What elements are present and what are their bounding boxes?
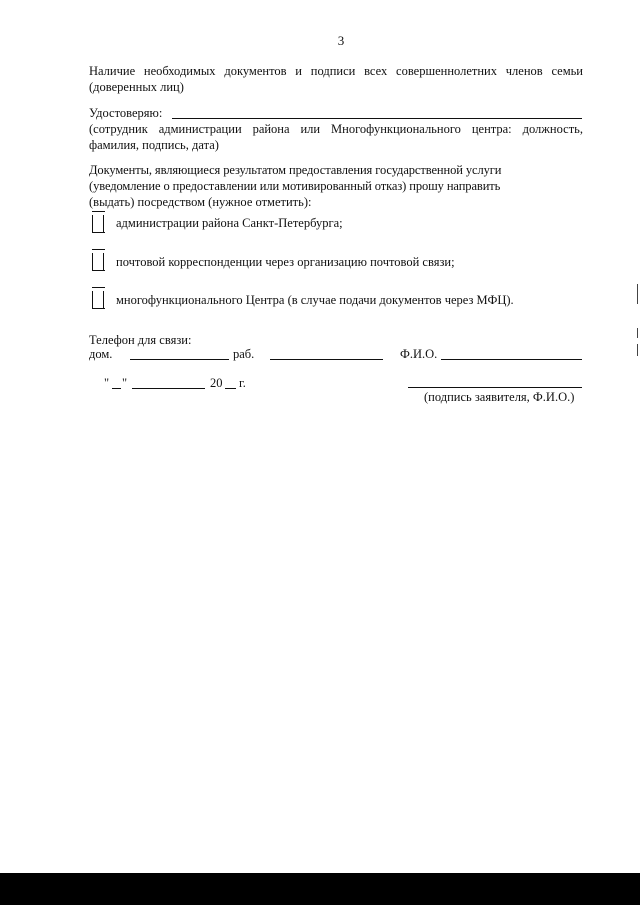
docs-presence-line2: (доверенных лиц) <box>89 80 184 94</box>
certify-hint-line1: (сотрудник администрации района или Многофункционального центра: должность, <box>89 122 583 136</box>
page-number: 3 <box>337 33 345 48</box>
fio-label: Ф.И.О. <box>400 347 438 361</box>
result-docs-line1: Документы, являющиеся результатом предоставления государственной услуги <box>89 163 502 177</box>
phone-work-field[interactable] <box>270 359 383 360</box>
date-quote-open: " <box>104 376 110 390</box>
phone-work-label: раб. <box>233 347 255 361</box>
date-quote-close: " <box>122 376 128 390</box>
phone-title: Телефон для связи: <box>89 333 192 347</box>
date-day-field[interactable] <box>112 388 121 389</box>
scan-edge-mark <box>637 328 638 338</box>
result-docs-line3: (выдать) посредством (нужное отметить): <box>89 195 312 209</box>
option-mfc-label: многофункционального Центра (в случае подачи документов через МФЦ). <box>116 293 514 307</box>
date-year-prefix: 20 <box>210 376 223 390</box>
phone-home-label: дом. <box>89 347 113 361</box>
certify-label: Удостоверяю: <box>89 106 163 120</box>
option-admin-label: администрации района Санкт-Петербурга; <box>116 216 343 230</box>
date-month-field[interactable] <box>132 388 205 389</box>
option-mail-label: почтовой корреспонденции через организацию почтовой связи; <box>116 255 455 269</box>
result-docs-line2: (уведомление о предоставлении или мотивированный отказ) прошу направить <box>89 179 501 193</box>
signature-caption: (подпись заявителя, Ф.И.О.) <box>424 390 575 404</box>
scan-edge-mark <box>637 284 638 304</box>
date-year-suffix: г. <box>239 376 246 390</box>
docs-presence-line1: Наличие необходимых документов и подписи всех совершеннолетних членов семьи <box>89 64 583 78</box>
scan-edge-mark <box>637 344 638 356</box>
option-admin-checkbox[interactable] <box>92 211 105 233</box>
certify-signature-line[interactable] <box>172 118 582 119</box>
fio-field[interactable] <box>441 359 582 360</box>
date-year-field[interactable] <box>225 388 236 389</box>
signature-line[interactable] <box>408 387 582 388</box>
certify-hint-line2: фамилия, подпись, дата) <box>89 138 219 152</box>
scan-bottom-bar <box>0 873 640 905</box>
option-mfc-checkbox[interactable] <box>92 287 105 309</box>
phone-home-field[interactable] <box>130 359 229 360</box>
option-mail-checkbox[interactable] <box>92 249 105 271</box>
